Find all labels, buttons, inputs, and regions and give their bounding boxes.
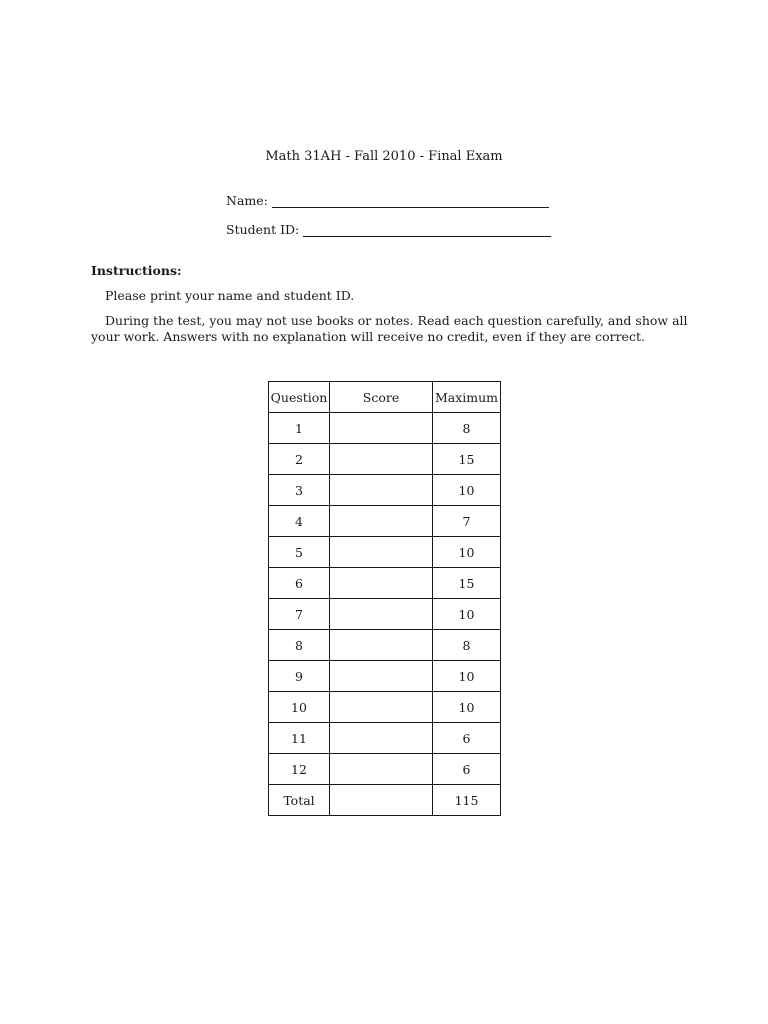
- maximum-cell: 10: [433, 661, 501, 692]
- instructions-paragraph-1: Please print your name and student ID.: [105, 288, 355, 303]
- question-cell: 3: [269, 475, 330, 506]
- header-question: Question: [269, 382, 330, 413]
- header-score: Score: [330, 382, 433, 413]
- question-cell: 10: [269, 692, 330, 723]
- question-cell: 9: [269, 661, 330, 692]
- student-id-line[interactable]: [303, 222, 551, 237]
- student-id-field[interactable]: [226, 222, 551, 237]
- score-cell[interactable]: [330, 475, 433, 506]
- question-cell: 6: [269, 568, 330, 599]
- question-cell: 11: [269, 723, 330, 754]
- question-cell: 8: [269, 630, 330, 661]
- score-cell[interactable]: [330, 506, 433, 537]
- header-maximum: Maximum: [433, 382, 501, 413]
- instructions-heading: Instructions:: [91, 263, 182, 278]
- maximum-cell: 15: [433, 568, 501, 599]
- score-cell[interactable]: [330, 661, 433, 692]
- question-cell: 12: [269, 754, 330, 785]
- maximum-cell: 8: [433, 413, 501, 444]
- table-row: [269, 630, 501, 661]
- maximum-cell: 6: [433, 754, 501, 785]
- score-cell[interactable]: [330, 568, 433, 599]
- score-table-header-row: [269, 382, 501, 413]
- instructions-paragraph-2: During the test, you may not use books or notes. Read each question carefully, and show all your work. Answers with no explanation will receive no credit, even if they are correct.: [91, 313, 688, 344]
- table-row: [269, 537, 501, 568]
- name-field[interactable]: [226, 193, 549, 208]
- maximum-cell: 10: [433, 537, 501, 568]
- score-table: [268, 381, 501, 816]
- score-cell[interactable]: [330, 754, 433, 785]
- table-row: [269, 723, 501, 754]
- table-row: [269, 599, 501, 630]
- maximum-cell: 15: [433, 444, 501, 475]
- table-row: [269, 506, 501, 537]
- question-cell: 7: [269, 599, 330, 630]
- student-id-label: Student ID:: [226, 222, 300, 237]
- question-cell: 1: [269, 413, 330, 444]
- table-row: [269, 413, 501, 444]
- question-cell: 2: [269, 444, 330, 475]
- maximum-cell: 10: [433, 475, 501, 506]
- total-label-cell: Total: [269, 785, 330, 816]
- name-label: Name:: [226, 193, 268, 208]
- score-cell[interactable]: [330, 630, 433, 661]
- table-row: [269, 475, 501, 506]
- table-row: [269, 754, 501, 785]
- score-cell[interactable]: [330, 444, 433, 475]
- total-maximum-cell: 115: [433, 785, 501, 816]
- score-cell[interactable]: [330, 599, 433, 630]
- exam-title: Math 31AH - Fall 2010 - Final Exam: [265, 149, 503, 164]
- table-row: [269, 568, 501, 599]
- maximum-cell: 8: [433, 630, 501, 661]
- table-row: [269, 692, 501, 723]
- name-line[interactable]: [272, 193, 549, 208]
- score-cell[interactable]: [330, 537, 433, 568]
- score-cell[interactable]: [330, 413, 433, 444]
- question-cell: 4: [269, 506, 330, 537]
- maximum-cell: 6: [433, 723, 501, 754]
- table-row: [269, 444, 501, 475]
- maximum-cell: 10: [433, 599, 501, 630]
- total-score-cell[interactable]: [330, 785, 433, 816]
- table-row: [269, 661, 501, 692]
- total-row: [269, 785, 501, 816]
- score-cell[interactable]: [330, 692, 433, 723]
- score-cell[interactable]: [330, 723, 433, 754]
- maximum-cell: 10: [433, 692, 501, 723]
- maximum-cell: 7: [433, 506, 501, 537]
- question-cell: 5: [269, 537, 330, 568]
